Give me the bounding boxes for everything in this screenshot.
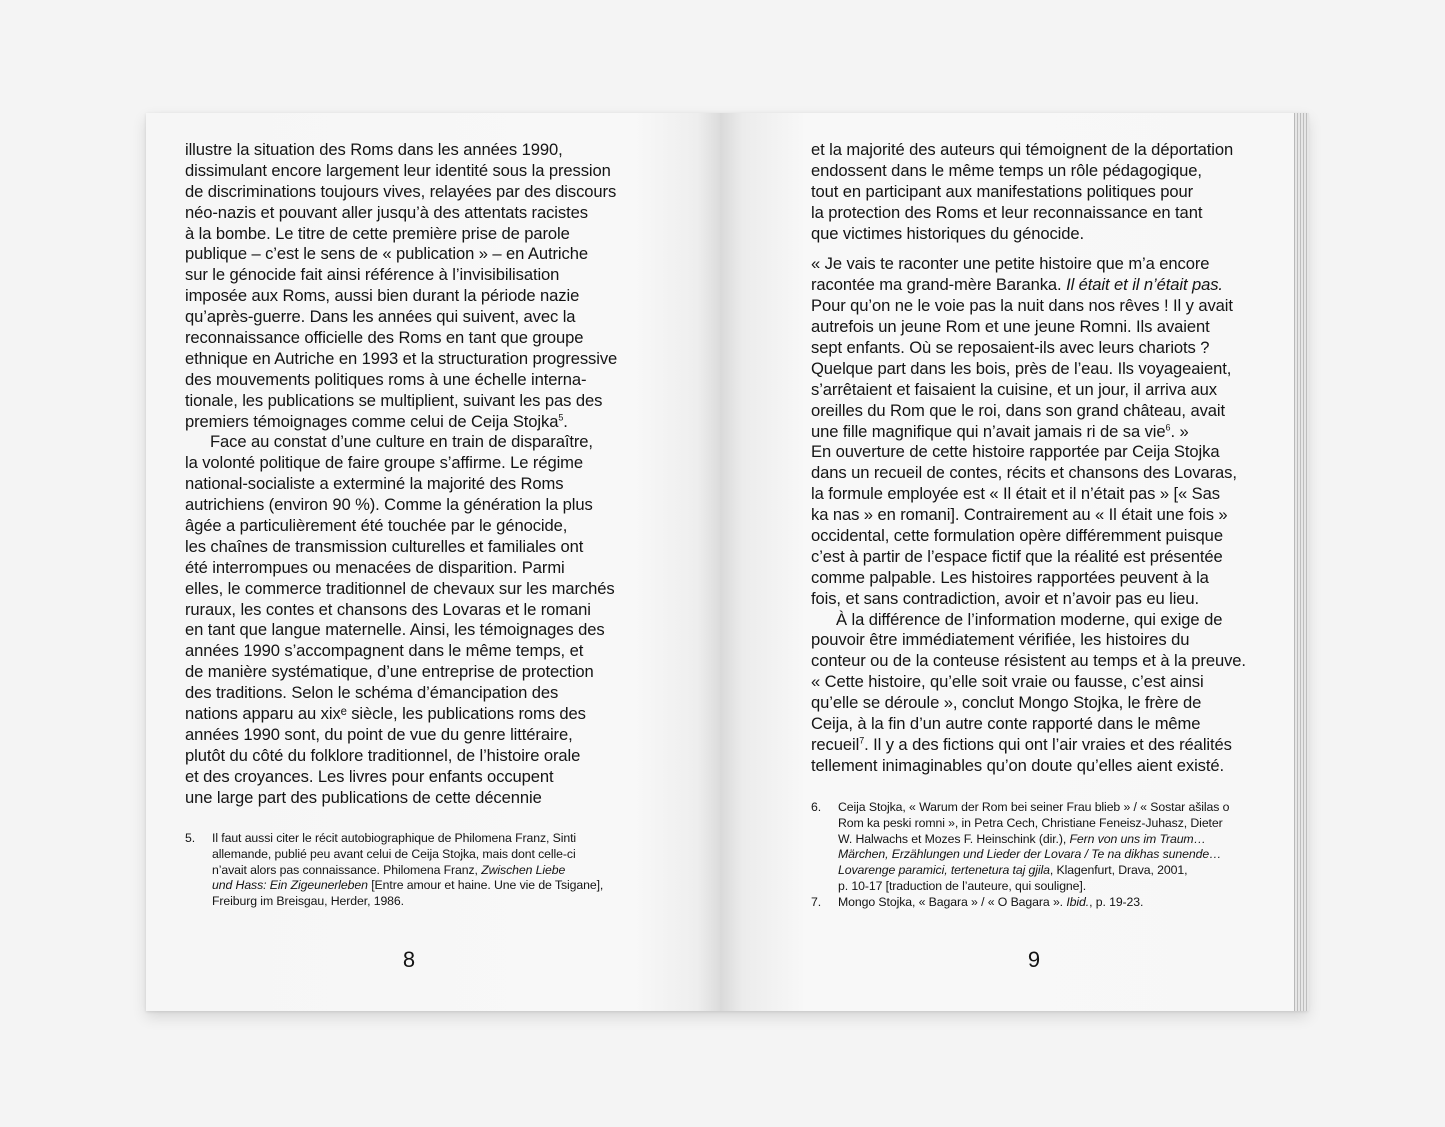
text-line: elles, le commerce traditionnel de chevaux sur les marchés: [185, 578, 615, 598]
text-line: la volonté politique de faire groupe s’affirme. Le régime: [185, 453, 584, 473]
left-body-text: [185, 140, 617, 809]
text-line: de manière systématique, d’une entreprise de protection: [185, 662, 594, 682]
page-number: 9: [1027, 947, 1041, 972]
quote-line: [811, 275, 1246, 296]
italic-phrase: Il était et il n’était pas.: [1066, 275, 1223, 295]
page-edges: [1294, 113, 1309, 1011]
book-title: Fern von uns im Traum…: [1069, 831, 1206, 846]
footnote-line: Freiburg im Breisgau, Herder, 1986.: [212, 894, 404, 909]
century-numeral: xixᵉ: [320, 704, 347, 724]
text-line: À la différence de l’information moderne, qui exige de: [836, 609, 1223, 629]
text-line: publique – c’est le sens de « publication » – en Autriche: [185, 244, 588, 264]
footnote-ref-5[interactable]: 5: [558, 412, 564, 423]
footnote-number: 5.: [185, 831, 196, 845]
text-segment: . »: [1170, 421, 1189, 441]
text-line: c’est à partir de l’espace fictif que la réalité est présentée: [811, 546, 1223, 566]
text-line: pouvoir être immédiatement vérifiée, les histoires du: [811, 630, 1190, 650]
quote-line: s’arrêtaient et faisaient la cuisine, et un jour, il arriva aux: [811, 379, 1217, 399]
footnote-line: [838, 832, 1271, 848]
text-line: national-socialiste a exterminé la majorité des Roms: [185, 474, 564, 494]
text-line: néo-nazis et pouvant aller jusqu’à des attentats racistes: [185, 202, 588, 222]
text-line: tionale, les publications se multiplient, suivant les pas des: [185, 390, 603, 410]
text-line: reconnaissance officielle des Roms en tant que groupe: [185, 328, 584, 348]
footnote-number: 7.: [811, 894, 822, 909]
text-line: tout en participant aux manifestations politiques pour: [811, 181, 1194, 201]
text-line: une large part des publications de cette décennie: [185, 787, 542, 807]
quote-line: oreilles du Rom que le roi, dans son grand château, avait: [811, 400, 1226, 420]
footnote-line: [838, 847, 1271, 863]
text-segment: Mongo Stojka, « Bagara » / « O Bagara ».: [838, 894, 1063, 909]
footnote-6: [811, 800, 1271, 895]
quote-line: Quelque part dans les bois, près de l’eau. Ils voyageaient,: [811, 358, 1232, 378]
quote-line: sept enfants. Où se reposaient-ils avec leurs chariots ?: [811, 338, 1210, 358]
left-footnotes: [185, 831, 655, 910]
right-body-text: [811, 140, 1246, 777]
footnote-line: [838, 895, 1271, 911]
text-line: conteur ou de la conteuse résistent au temps et à la preuve.: [811, 651, 1246, 671]
text-line: En ouverture de cette histoire rapportée par Ceija Stojka: [811, 442, 1220, 462]
text-line: autrichiens (environ 90 %). Comme la génération la plus: [185, 495, 593, 515]
footnote-line: [212, 878, 655, 894]
ibid: Ibid.: [1066, 894, 1090, 909]
open-book: [146, 113, 1308, 1011]
book-title: Lovarenge paramici, tertenetura taj gjila: [838, 863, 1050, 878]
left-page: [146, 113, 720, 1011]
text-segment: , Klagenfurt, Drava, 2001,: [1049, 863, 1188, 878]
text-line: en tant que langue maternelle. Ainsi, les témoignages des: [185, 620, 605, 640]
text-line: [811, 735, 1246, 756]
text-segment: .: [563, 411, 568, 431]
text-line: à la bombe. Le titre de cette première prise de parole: [185, 223, 570, 243]
book-title: und Hass: Ein Zigeunerleben: [212, 878, 368, 893]
text-line: ethnique en Autriche en 1993 et la structuration progressive: [185, 348, 618, 368]
right-page: [720, 113, 1294, 1011]
quote-line: « Je vais te raconter une petite histoire que m’a encore: [811, 254, 1210, 274]
footnote-line: Il faut aussi citer le récit autobiographique de Philomena Franz, Sinti: [212, 831, 577, 845]
text-segment: siècle, les publications roms des: [346, 704, 586, 724]
text-line: imposée aux Roms, aussi bien durant la période nazie: [185, 286, 580, 306]
text-line: ruraux, les contes et chansons des Lovaras et le romani: [185, 599, 591, 619]
text-segment: , p. 19-23.: [1089, 894, 1144, 909]
text-line: des mouvements politiques roms à une échelle interna-: [185, 369, 587, 389]
text-segment: racontée ma grand-mère Baranka.: [811, 275, 1062, 295]
footnote-line: Ceija Stojka, « Warum der Rom bei seiner Frau blieb » / « Sostar ašilas o: [838, 800, 1230, 814]
text-line: occidental, cette formulation opère différemment puisque: [811, 526, 1223, 546]
text-segment: W. Halwachs et Mozes F. Heinschink (dir.),: [838, 831, 1067, 846]
text-segment: recueil: [811, 734, 860, 754]
text-segment: n’avait alors pas connaissance. Philomena Franz,: [212, 862, 478, 877]
book-title: Märchen, Erzählungen und Lieder der Lovara / Te na dikhas sunende…: [838, 847, 1222, 862]
text-segment: premiers témoignages comme celui de Ceija Stojka: [185, 411, 559, 431]
footnote-5: [185, 831, 655, 910]
footnote-line: allemande, publié peu avant celui de Ceija Stojka, mais dont celle-ci: [212, 846, 576, 861]
text-line: dissimulant encore largement leur identité sous la pression: [185, 160, 611, 180]
text-line: Ceija, à la fin d’un autre conte rapporté dans le même: [811, 714, 1201, 734]
footnote-line: p. 10-17 [traduction de l’auteure, qui souligne].: [838, 878, 1087, 893]
text-segment: nations apparu au: [185, 704, 317, 724]
text-line: sur le génocide fait ainsi référence à l’invisibilisation: [185, 265, 560, 285]
text-line: [185, 704, 617, 725]
footnote-number: 6.: [811, 800, 822, 814]
footnote-line: [838, 863, 1271, 879]
quote-line: [811, 422, 1246, 443]
text-line: et des croyances. Les livres pour enfants occupent: [185, 766, 554, 786]
text-line: endossent dans le même temps un rôle pédagogique,: [811, 160, 1202, 180]
text-line: années 1990 s’accompagnent dans le même temps, et: [185, 641, 584, 661]
text-line: qu’après-guerre. Dans les années qui suivent, avec la: [185, 307, 576, 327]
text-line: comme palpable. Les histoires rapportées peuvent à la: [811, 567, 1209, 587]
text-line: des traditions. Selon le schéma d’émancipation des: [185, 683, 559, 703]
text-line: qu’elle se déroule », conclut Mongo Stojka, le frère de: [811, 693, 1202, 713]
text-line: que victimes historiques du génocide.: [811, 223, 1085, 243]
text-line: [185, 412, 617, 433]
text-line: illustre la situation des Roms dans les années 1990,: [185, 140, 563, 159]
paragraph-gap: [811, 244, 1246, 254]
text-line: été interrompues ou menacées de disparition. Parmi: [185, 557, 565, 577]
text-segment: . Il y a des fictions qui ont l’air vraies et des réalités: [864, 734, 1232, 754]
text-line: plutôt du côté du folklore traditionnel, de l’histoire orale: [185, 745, 581, 765]
footnote-ref-7[interactable]: 7: [859, 735, 865, 746]
footnote-line: Rom ka peski romni », in Petra Cech, Christiane Feneisz-Juhasz, Dieter: [838, 815, 1223, 830]
page-number: 8: [402, 947, 416, 972]
quote-line: Pour qu’on ne le voie pas la nuit dans nos rêves ! Il y avait: [811, 296, 1233, 316]
text-segment: [Entre amour et haine. Une vie de Tsigane],: [367, 878, 604, 893]
text-line: les chaînes de transmission culturelles et familiales ont: [185, 536, 584, 556]
text-line: ka nas » en romani]. Contrairement au « Il était une fois »: [811, 505, 1228, 525]
book-title: Zwischen Liebe: [481, 862, 566, 877]
footnote-7: [811, 895, 1271, 911]
right-footnotes: [811, 800, 1271, 911]
text-line: de discriminations toujours vives, relayées par des discours: [185, 181, 617, 201]
quote-line: autrefois un jeune Rom et une jeune Romni. Ils avaient: [811, 317, 1210, 337]
text-segment: une fille magnifique qui n’avait jamais ri de sa vie: [811, 421, 1166, 441]
text-line: âgée a particulièrement été touchée par le génocide,: [185, 516, 568, 536]
text-line: la protection des Roms et leur reconnaissance en tant: [811, 202, 1203, 222]
text-line: fois, et sans contradiction, avoir et n’avoir pas eu lieu.: [811, 588, 1200, 608]
text-line: la formule employée est « Il était et il n’était pas » [« Sas: [811, 484, 1220, 504]
text-line: et la majorité des auteurs qui témoignent de la déportation: [811, 140, 1234, 159]
footnote-ref-6[interactable]: 6: [1165, 422, 1171, 433]
text-line: « Cette histoire, qu’elle soit vraie ou fausse, c’est ainsi: [811, 672, 1204, 692]
text-line: dans un recueil de contes, récits et chansons des Lovaras,: [811, 463, 1237, 483]
footnote-line: [212, 863, 655, 879]
text-line: années 1990 sont, du point de vue du genre littéraire,: [185, 724, 573, 744]
text-line: Face au constat d’une culture en train de disparaître,: [210, 432, 593, 452]
text-line: tellement inimaginables qu’on doute qu’elles aient existé.: [811, 755, 1224, 775]
